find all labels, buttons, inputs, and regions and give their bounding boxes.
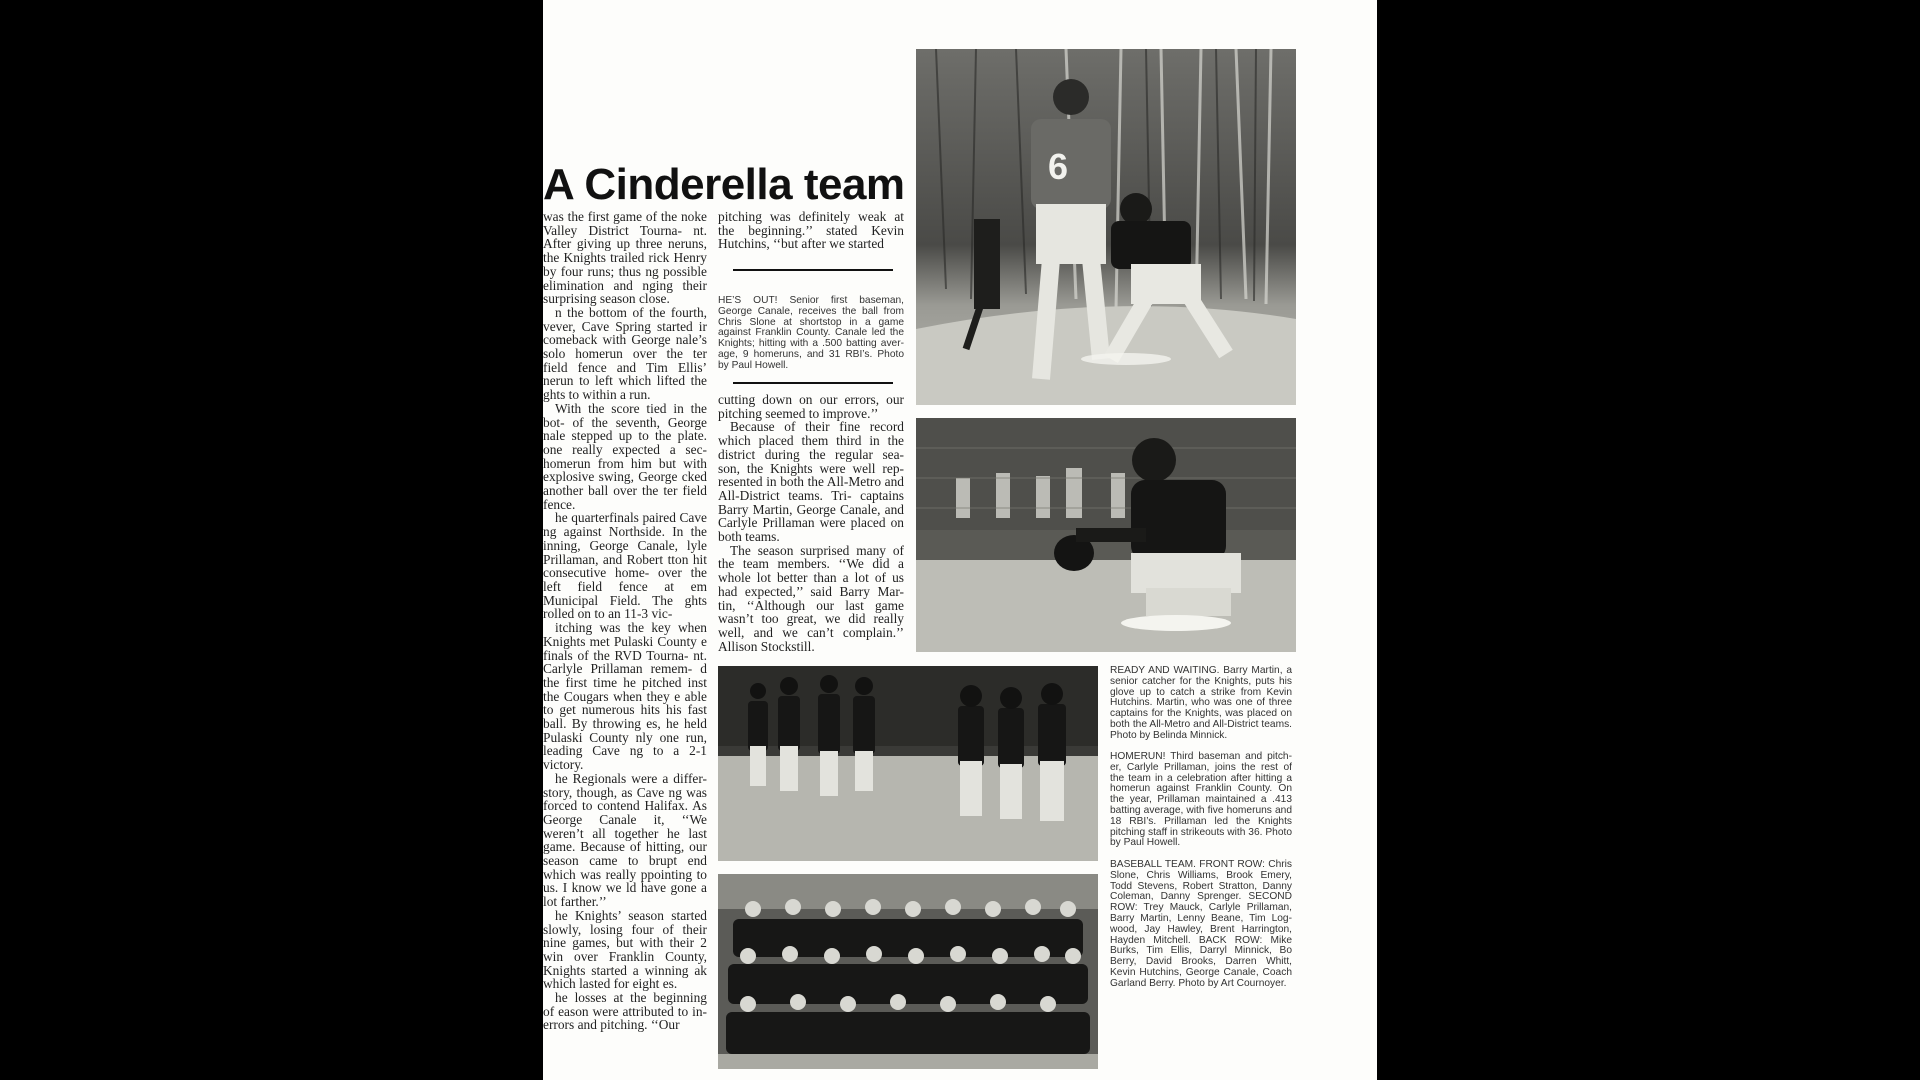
paragraph: With the score tied in the bot- of the seventh, George nale stepped up to the plate. one really expected a sec- homerun from him but with explosive swing, George cked another ball over the ter field fence. [543,400,707,512]
article-column-1 [543,210,707,1032]
paragraph: cutting down on our errors, our pitching seemed to improve.’’ [718,392,904,421]
paragraph: pitching was definitely weak at the beginning.’’ stated Kevin Hutchins, ‘‘but after we started [718,209,904,252]
paragraph: he Knights’ season started slowly, losing four of their nine games, but with their 2 win over Franklin County, Knights started a winning ak which lasted for eight es. [543,907,707,992]
photo-first-base-play [916,49,1296,405]
jersey-number: 6 [1048,146,1069,187]
paragraph: he losses at the beginning of eason were attributed to in- errors and pitching. ‘‘Our [543,990,707,1033]
photo-catcher [916,418,1296,652]
article-column-2-bottom [718,393,904,653]
paragraph: he quarterfinals paired Cave ng against Northside. In the inning, George Canale, lyle Prillaman, and Robert tton hit consecutive home- over the left field fence at em Municipal Field. The ghts rolled on to an 11-3 vic- [543,510,707,622]
paragraph: Because of their fine record which placed them third in the district during the regular sea- son, the Knights were well rep- resented in both the All-Metro and All-District teams. Tri- captains Barry Martin, George Canale, and Carlyle Prillaman were placed on both teams. [718,419,904,545]
photo-baseball-team [718,874,1098,1069]
paragraph: The season surprised many of the team members. ‘‘We did a whole lot better than a lot of us had expected,’’ said Barry Mar- tin, ‘‘Although our last game wasn’t too great, we did really well, and we can’t complain.’’ Allison Stockstill. [718,542,904,654]
yearbook-page [543,0,1377,1080]
caption-ready-and-waiting: READY AND WAITING. Barry Martin, a senior catcher for the Knights, puts his glove up to catch a strike from Kevin Hutchins. Martin, who was one of three captains for the Knights, was placed on both the All-Metro and All-District teams. Photo by Belinda Minnick. [1110,665,1292,741]
caption-hes-out: HE’S OUT! Senior first baseman, George Canale, receives the ball from Chris Slone at shortstop in a game against Franklin County. Canale led the Knights; hitting with a .500 batting aver- age, 9 homeruns, and 31 RBI’s. Photo by Paul Howell. [718,295,904,371]
caption-homerun: HOMERUN! Third baseman and pitch- er, Carlyle Prillaman, joins the rest of the team in a celebration after hitting a homerun against Franklin County. On the year, Prillaman maintained a .413 batting average, with five homeruns and 18 RBI’s. Prillaman led the Knights pitching staff in strikeouts with 36. Photo by Paul Howell. [1110,751,1292,849]
headline: A Cinderella team [543,160,905,209]
paragraph: he Regionals were a differ- story, though, as Cave ng was forced to contend Halifax. As George Canale it, ‘‘We weren’t all together he last game. Because of hitting, our season came to brupt end which was really ppointing to us. I know we ld have gone a lot farther.’’ [543,770,707,910]
caption-rule-bottom [733,382,893,384]
paragraph: itching was the key when Knights met Pulaski County e finals of the RVD Tourna- nt. Carlyle Prillaman remem- d the first time he pitched inst the Cougars when they e able to get numerous hits his fast ball. By throwing es, he held Pulaski County nly one run, leading Cave ng to a 2-1 victory. [543,620,707,773]
paragraph: was the first game of the noke Valley District Tourna- nt. After giving up three neruns, the Knights trailed rick Henry by four runs; thus ng possible elimination and nging their surprising season close. [543,209,707,307]
caption-rule-top [733,269,893,271]
photo-homerun-celebration [718,666,1098,861]
paragraph: n the bottom of the fourth, vever, Cave Spring started ir comeback with George nale’s solo homerun over the ter field fence and Tim Ellis’ nerun to left which lifted the ghts to within a run. [543,304,707,403]
article-column-2-top [718,210,904,251]
caption-baseball-team: BASEBALL TEAM. FRONT ROW: Chris Slone, Chris Williams, Brook Emery, Todd Stevens, Robert Stratton, Danny Coleman, Danny Sprenger. SECOND ROW: Trey Mauck, Carlyle Prillaman, Barry Martin, Lenny Beane, Tim Log- wood, Jay Hawley, Brent Harrington, Hayden Mitchell. BACK ROW: Mike Burks, Tim Ellis, Darryl Minnick, Bo Berry, David Brooks, Darren Whitt, Kevin Hutchins, George Canale, Coach Garland Berry. Photo by Art Cournoyer. [1110,859,1292,989]
